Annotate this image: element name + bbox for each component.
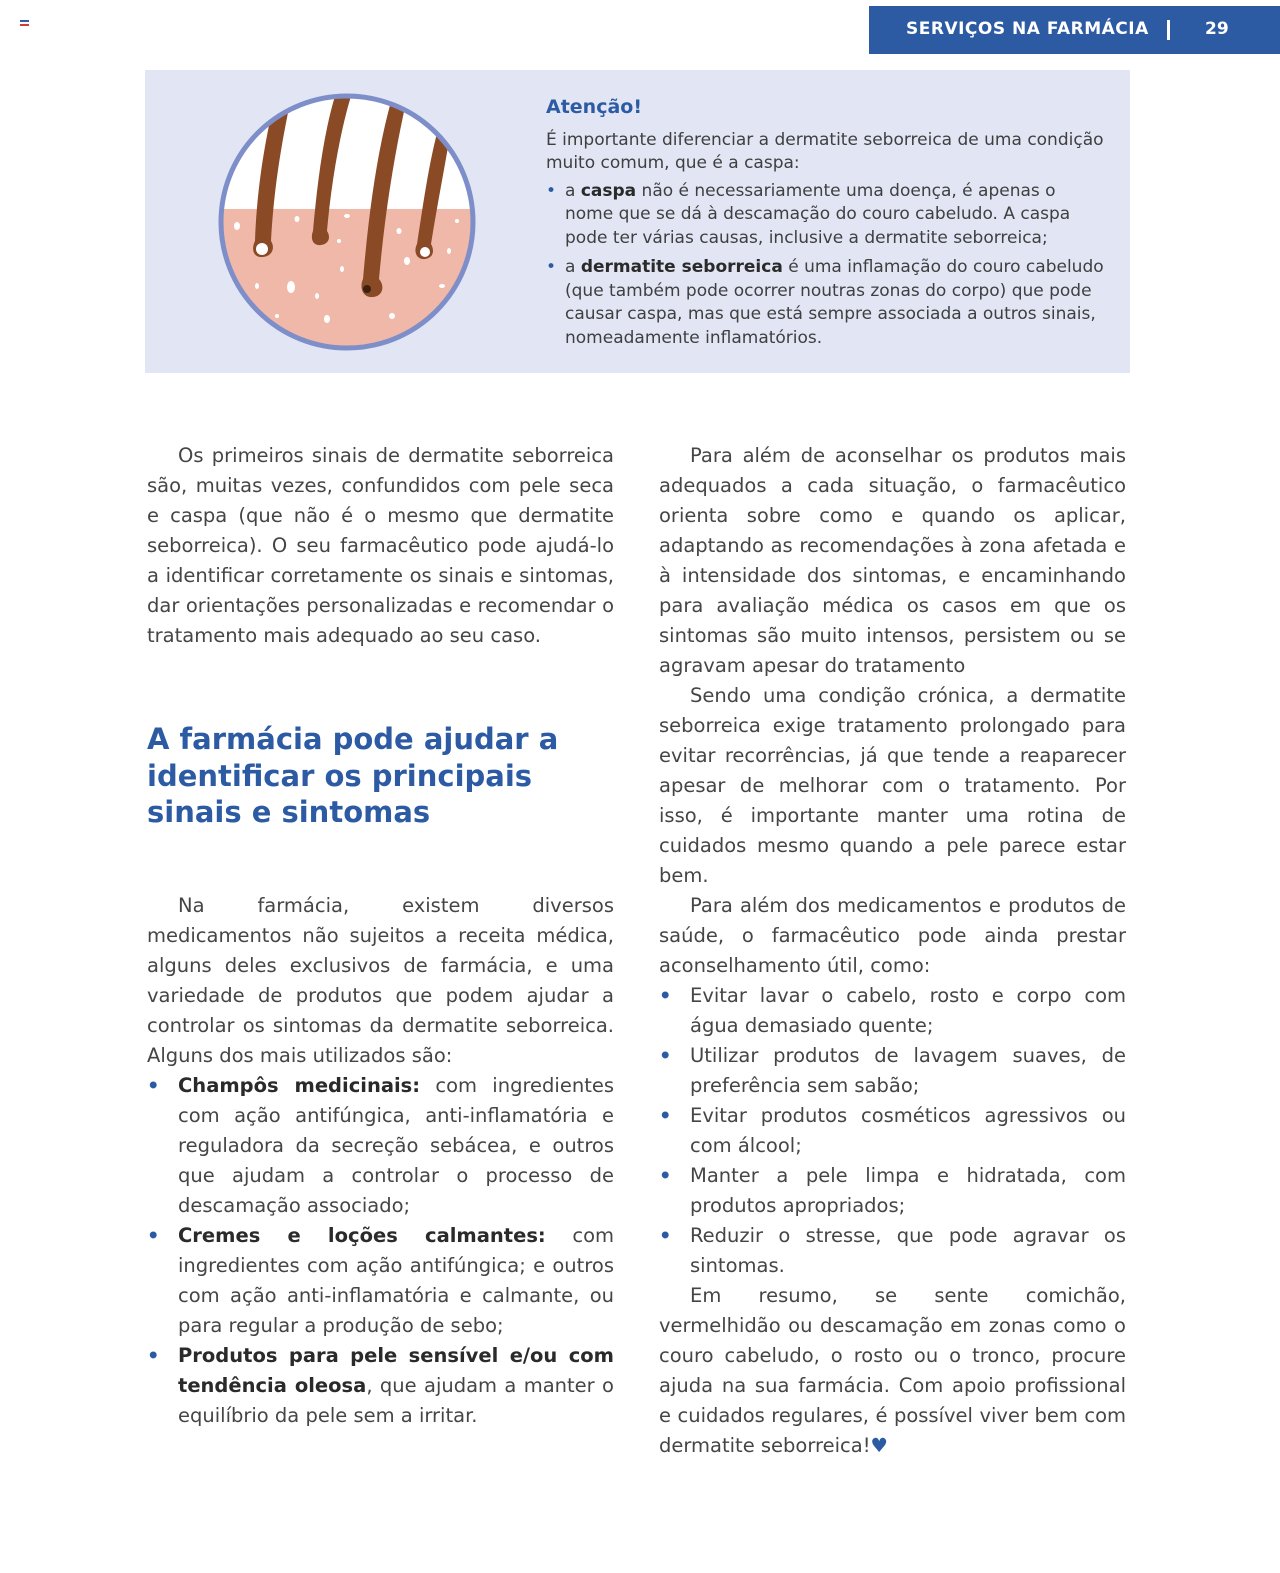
scalp-cross-section-illustration — [217, 91, 477, 353]
list-item: • Evitar produtos cosméticos agressivos ou com álcool; — [659, 1101, 1126, 1161]
paragraph-summary: Em resumo, se sente comichão, vermelhidão ou descamação em zonas como o couro cabeludo, o rosto ou o tronco, procure ajuda na sua farmácia. Com apoio profissional e cuidados regulares, é possível viver bem com dermatite seborreica!♥ — [659, 1284, 1126, 1457]
left-column — [147, 891, 614, 1431]
header-bar — [869, 6, 1280, 54]
attention-text — [546, 96, 1106, 356]
paragraph-counsel: Para além dos medicamentos e produtos de saúde, o farmacêutico pode ainda prestar aconselhamento útil, como: — [659, 894, 1126, 977]
list-item: • Reduzir o stresse, que pode agravar os sintomas. — [659, 1221, 1126, 1281]
paragraph-advice: Para além de aconselhar os produtos mais adequados a cada situação, o farmacêutico orienta sobre como e quando os aplicar, adaptando as recomendações à zona afetada e à intensidade dos sintomas, e encaminhando para avaliação médica os casos em que os sintomas são muito intensos, persistem ou se agravam apesar do tratamento — [659, 444, 1126, 677]
list-item: • Utilizar produtos de lavagem suaves, de preferência sem sabão; — [659, 1041, 1126, 1101]
section-title: SERVIÇOS NA FARMÁCIA — [906, 19, 1149, 39]
left-intro — [147, 441, 614, 651]
list-item: • Cremes e loções calmantes: com ingredientes com ação antifúngica; e outros com ação anti-inflamatória e calmante, ou para regular a produção de sebo; — [147, 1221, 614, 1341]
attention-list — [546, 180, 1106, 351]
products-paragraph: Na farmácia, existem diversos medicamentos não sujeitos a receita médica, alguns deles exclusivos de farmácia, e uma variedade de produtos que podem ajudar a controlar os sintomas da dermatite seborreica. Alguns dos mais utilizados são: — [147, 894, 614, 1067]
products-list — [147, 1071, 614, 1431]
attention-intro: É importante diferenciar a dermatite seborreica de uma condição muito comum, que é a caspa: — [546, 129, 1104, 173]
attention-title: Atenção! — [546, 96, 643, 118]
list-item: • Manter a pele limpa e hidratada, com produtos apropriados; — [659, 1161, 1126, 1221]
right-column — [659, 441, 1126, 1461]
heart-icon: ♥ — [870, 1434, 889, 1457]
header-divider — [1167, 20, 1170, 40]
attention-item: • a dermatite seborreica é uma inflamação do couro cabeludo (que também pode ocorrer noutras zonas do corpo) que pode causar caspa, mas que está sempre associada a outros sinais, nomeadamente inflamatórios. — [546, 256, 1106, 350]
paragraph-chronic: Sendo uma condição crónica, a dermatite seborreica exige tratamento prolongado para evitar recorrências, já que tende a reaparecer apesar de melhorar com o tratamento. Por isso, é importante manter uma rotina de cuidados mesmo quando a pele parece estar bem. — [659, 684, 1126, 887]
tips-list — [659, 981, 1126, 1281]
page-number: 29 — [1205, 19, 1229, 39]
intro-paragraph: Os primeiros sinais de dermatite seborreica são, muitas vezes, confundidos com pele seca e caspa (que não é o mesmo que dermatite seborreica). O seu farmacêutico pode ajudá-lo a identificar corretamente os sinais e sintomas, dar orientações personalizadas e recomendar o tratamento mais adequado ao seu caso. — [147, 444, 614, 647]
list-item: • Evitar lavar o cabelo, rosto e corpo com água demasiado quente; — [659, 981, 1126, 1041]
list-item: • Champôs medicinais: com ingredientes com ação antifúngica, anti-inflamatória e reguladora da secreção sebácea, e outros que ajudam a controlar o processo de descamação associado; — [147, 1071, 614, 1221]
attention-item: • a caspa não é necessariamente uma doença, é apenas o nome que se dá à descamação do couro cabeludo. A caspa pode ter várias causas, inclusive a dermatite seborreica; — [546, 180, 1106, 251]
attention-box — [145, 70, 1130, 373]
list-item: • Produtos para pele sensível e/ou com tendência oleosa, que ajudam a manter o equilíbrio da pele sem a irritar. — [147, 1341, 614, 1431]
menu-icon[interactable] — [20, 20, 29, 28]
section-heading: A farmácia pode ajudar a identificar os principais sinais e sintomas — [147, 722, 559, 829]
